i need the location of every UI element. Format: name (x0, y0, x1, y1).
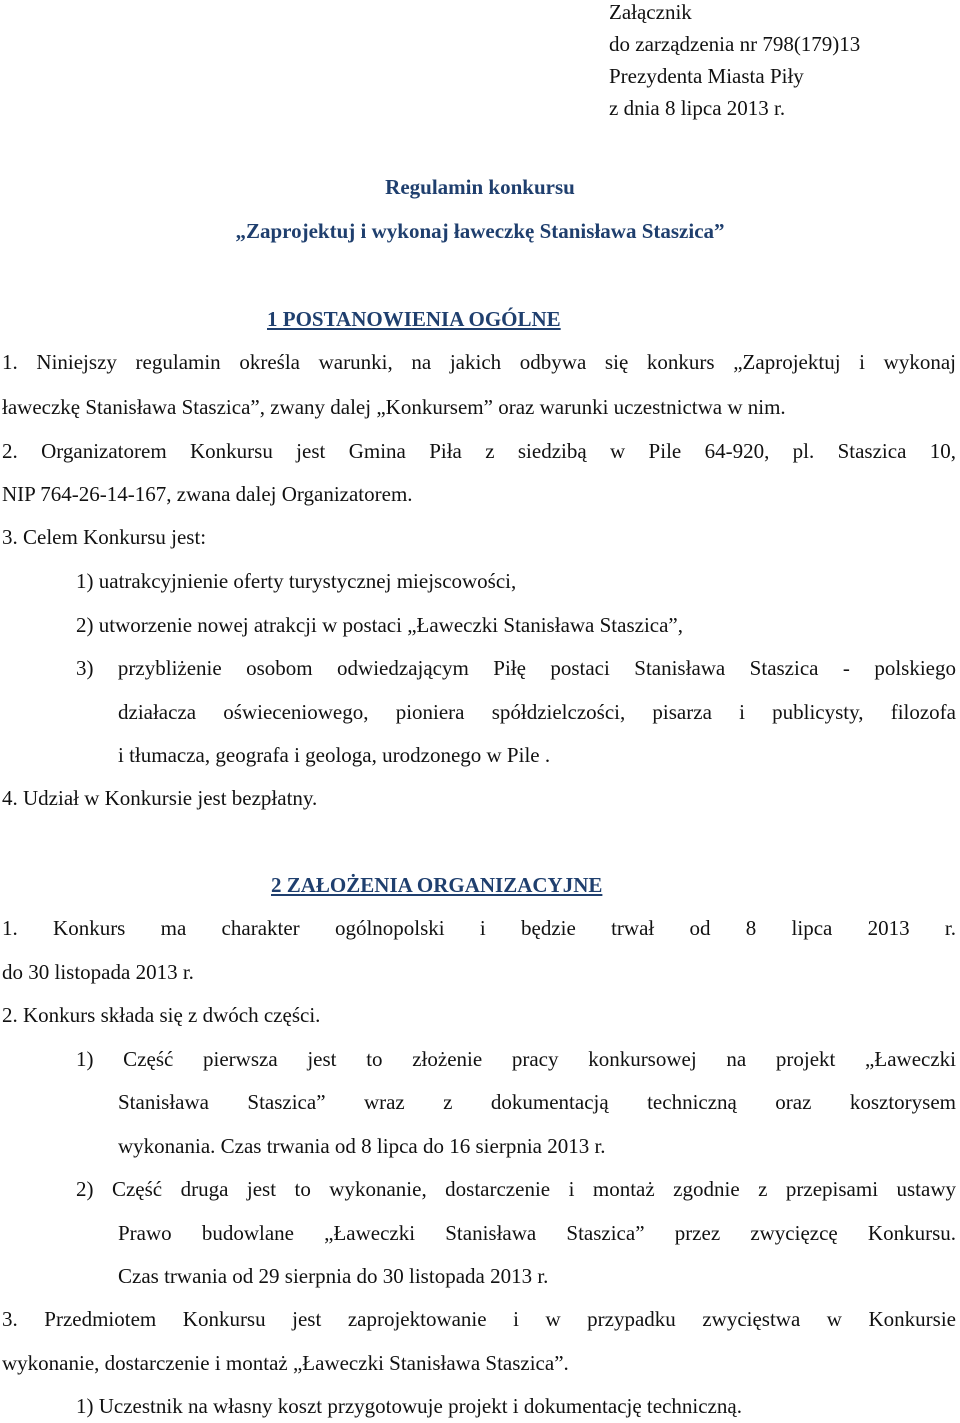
document-subtitle: „Zaprojektuj i wykonaj ławeczkę Stanisława Staszica” (235, 219, 725, 243)
list-item: 2) Część druga jest to wykonanie, dostarczenie i montaż zgodnie z przepisami ustawy (76, 1177, 956, 1201)
paragraph-line: NIP 764-26-14-167, zwana dalej Organizatorem. (2, 482, 413, 506)
list-item-continuation: i tłumacza, geografa i geologa, urodzonego w Pile . (118, 743, 551, 767)
attachment-line: do zarządzenia nr 798(179)13 (609, 32, 861, 56)
paragraph-line: 1. Niniejszy regulamin określa warunki, na jakich odbywa się konkurs „Zaprojektuj i wykonaj (2, 350, 956, 374)
paragraph-line: do 30 listopada 2013 r. (2, 960, 194, 984)
paragraph-line: wykonanie, dostarczenie i montaż „Ławeczki Stanisława Staszica”. (2, 1351, 569, 1375)
list-item-continuation: Stanisława Staszica” wraz z dokumentacją techniczną oraz kosztorysem (118, 1090, 956, 1114)
document-title: Regulamin konkursu (385, 175, 575, 199)
attachment-line: Prezydenta Miasta Piły (609, 64, 804, 88)
paragraph-line: 3. Celem Konkursu jest: (2, 525, 207, 549)
list-item: 2) utworzenie nowej atrakcji w postaci „Ławeczki Stanisława Staszica”, (76, 613, 684, 637)
paragraph-line: 3. Przedmiotem Konkursu jest zaprojektowanie i w przypadku zwycięstwa w Konkursie (2, 1307, 956, 1331)
list-item: 1) uatrakcyjnienie oferty turystycznej miejscowości, (76, 569, 517, 593)
list-item-continuation: działacza oświeceniowego, pioniera spółdzielczości, pisarza i publicysty, filozofa (118, 700, 956, 724)
paragraph-line: 4. Udział w Konkursie jest bezpłatny. (2, 786, 318, 810)
paragraph-line: ławeczkę Stanisława Staszica”, zwany dalej „Konkursem” oraz warunki uczestnictwa w nim. (2, 395, 786, 419)
attachment-line: Załącznik (609, 0, 692, 24)
section-heading: 1 POSTANOWIENIA OGÓLNE (267, 307, 561, 331)
list-item: 3) przybliżenie osobom odwiedzającym Piłę postaci Stanisława Staszica - polskiego (76, 656, 956, 680)
list-item-continuation: wykonania. Czas trwania od 8 lipca do 16 sierpnia 2013 r. (118, 1134, 606, 1158)
attachment-line: z dnia 8 lipca 2013 r. (609, 96, 786, 120)
list-item: 1) Część pierwsza jest to złożenie pracy konkursowej na projekt „Ławeczki (76, 1047, 956, 1071)
paragraph-line: 1. Konkurs ma charakter ogólnopolski i będzie trwał od 8 lipca 2013 r. (2, 916, 956, 940)
list-item: 1) Uczestnik na własny koszt przygotowuje projekt i dokumentację techniczną. (76, 1394, 742, 1418)
section-heading: 2 ZAŁOŻENIA ORGANIZACYJNE (271, 873, 603, 897)
paragraph-line: 2. Organizatorem Konkursu jest Gmina Piła z siedzibą w Pile 64-920, pl. Staszica 10, (2, 439, 956, 463)
list-item-continuation: Prawo budowlane „Ławeczki Stanisława Staszica” przez zwycięzcę Konkursu. (118, 1221, 956, 1245)
attachment-note (609, 0, 860, 124)
list-item-continuation: Czas trwania od 29 sierpnia do 30 listopada 2013 r. (118, 1264, 549, 1288)
paragraph-line: 2. Konkurs składa się z dwóch części. (2, 1003, 321, 1027)
